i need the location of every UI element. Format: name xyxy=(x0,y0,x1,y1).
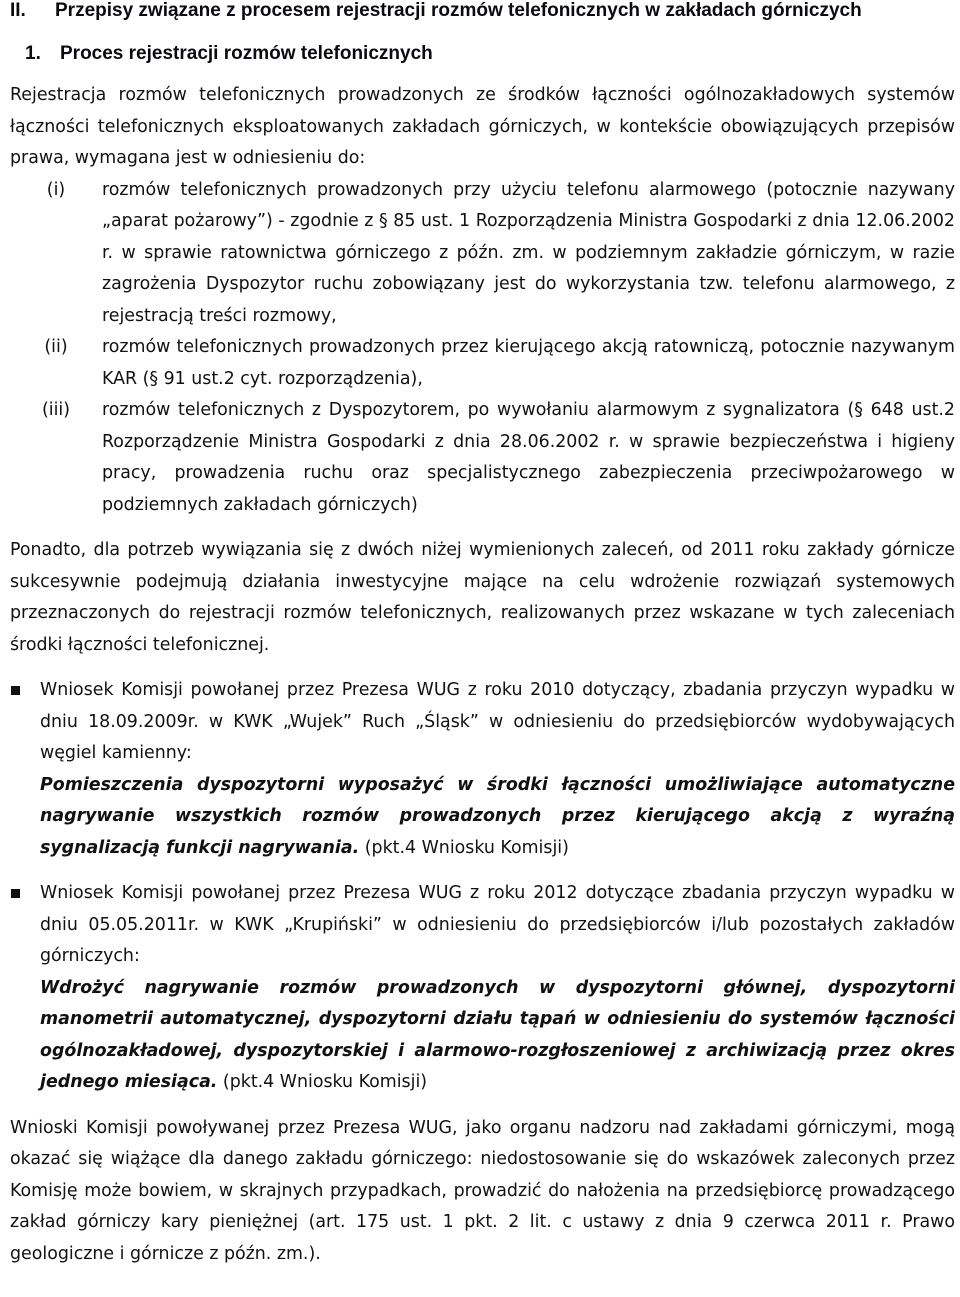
section-number: II. xyxy=(10,0,26,21)
subsection-number: 1. xyxy=(25,43,41,64)
bullet-intro: Wniosek Komisji powołanej przez Prezesa WUG z roku 2010 dotyczący, zbadania przyczyn wypadku w dniu 18.09.2009r. w KWK „Wujek” Ruch „Śląsk” w odniesieniu do przedsiębiorców wydobywających węgiel kamienny: xyxy=(40,680,955,763)
list-item-label: (iii) xyxy=(41,400,71,420)
final-paragraph: Wnioski Komisji powoływanej przez Prezesa WUG, jako organu nadzoru nad zakładami górniczymi, mogą okazać się wiążące dla danego zakładu górniczego: niedostosowanie się do wskazówek zaleconych przez Komisję może bowiem, w skrajnych przypadkach, prowadzić do nałożenia na przedsiębiorcę prowadzącego zakład górniczy kary pieniężnej (art. 175 ust. 1 pkt. 2 lit. c ustawy z dnia 9 czerwca 2011 r. Prawo geologiczne i górnicze z późn. zm.). xyxy=(10,1117,955,1264)
document-page xyxy=(10,0,955,1270)
square-bullet-icon xyxy=(10,675,40,864)
bullet-emphasis: Pomieszczenia dyspozytorni wyposażyć w środki łączności umożliwiające automatyczne nagrywanie wszystkich rozmów prowadzonych przez kierującego akcją z wyraźną sygnalizacją funkcji nagrywania. xyxy=(40,774,955,858)
requirement-list xyxy=(10,175,955,522)
section-heading xyxy=(10,0,955,27)
list-item-text: rozmów telefonicznych prowadzonych przy użyciu telefonu alarmowego (potocznie nazywany „aparat pożarowy”) - zgodnie z § 85 ust. 1 Rozporządzenia Ministra Gospodarki z dnia 12.06.2002 r. w sprawie ratownictwa górniczego z późn. zm. w podziemnym zakładzie górniczym, w razie zagrożenia Dyspozytor ruchu zobowiązany jest do wykorzystania tzw. telefonu alarmowego, z rejestracją treści rozmowy, xyxy=(102,179,955,326)
bullet-recommendation xyxy=(40,770,955,865)
bullet-intro: Wniosek Komisji powołanej przez Prezesa WUG z roku 2012 dotyczące zbadania przyczyn wypadku w dniu 05.05.2011r. w KWK „Krupiński” w odniesieniu do przedsiębiorców i/lub pozostałych zakładów górniczych: xyxy=(40,883,955,966)
list-item xyxy=(10,332,955,395)
intro-paragraph: Rejestracja rozmów telefonicznych prowadzonych ze środków łączności ogólnozakładowych systemów łączności telefonicznych eksploatowanych zakładach górniczych, w kontekście obowiązujących przepisów prawa, wymagana jest w odniesieniu do: xyxy=(10,85,955,168)
subsection-heading xyxy=(10,37,955,70)
list-item-label: (i) xyxy=(46,179,66,200)
bullet-item xyxy=(10,675,955,864)
bullet-recommendation xyxy=(40,973,955,1099)
bullet-emphasis: Wdrożyć nagrywanie rozmów prowadzonych w dyspozytorni głównej, dyspozytorni manometrii automatycznej, dyspozytorni działu tąpań w odniesieniu do systemów łączności ogólnozakładowej, dyspozytorskiej i alarmowo-rozgłoszeniowej z archiwizacją przez okres jednego miesiąca. xyxy=(40,977,955,1092)
list-item-text: rozmów telefonicznych prowadzonych przez kierującego akcją ratowniczą, potocznie nazywanym KAR (§ 91 ust.2 cyt. rozporządzenia), xyxy=(102,337,955,389)
bullet-reference: (pkt.4 Wniosku Komisji) xyxy=(217,1072,428,1092)
list-item xyxy=(10,395,955,521)
bullet-reference: (pkt.4 Wniosku Komisji) xyxy=(359,837,569,858)
bullet-item xyxy=(10,878,955,1099)
section-title: Przepisy związane z procesem rejestracji rozmów telefonicznych w zakładach górniczych xyxy=(55,0,862,21)
list-item-text: rozmów telefonicznych z Dyspozytorem, po wywołaniu alarmowym z sygnalizatora (§ 648 ust.2 Rozporządzenie Ministra Gospodarki z dnia 28.06.2002 r. w sprawie bezpieczeństwa i higieny pracy, prowadzenia ruchu oraz specjalistycznego zabezpieczenia przeciwpożarowego w podziemnych zakładach górniczych) xyxy=(102,400,955,515)
square-bullet-icon xyxy=(10,878,40,1099)
paragraph-investments: Ponadto, dla potrzeb wywiązania się z dwóch niżej wymienionych zaleceń, od 2011 roku zakłady górnicze sukcesywnie podejmują działania inwestycyjne mające na celu wdrożenie rozwiązań systemowych przeznaczonych do rejestracji rozmów telefonicznych, realizowanych przez wskazane w tych zaleceniach środki łączności telefonicznej. xyxy=(10,540,955,655)
list-item-label: (ii) xyxy=(44,337,68,357)
list-item xyxy=(10,175,955,333)
subsection-title: Proces rejestracji rozmów telefonicznych xyxy=(60,43,433,64)
